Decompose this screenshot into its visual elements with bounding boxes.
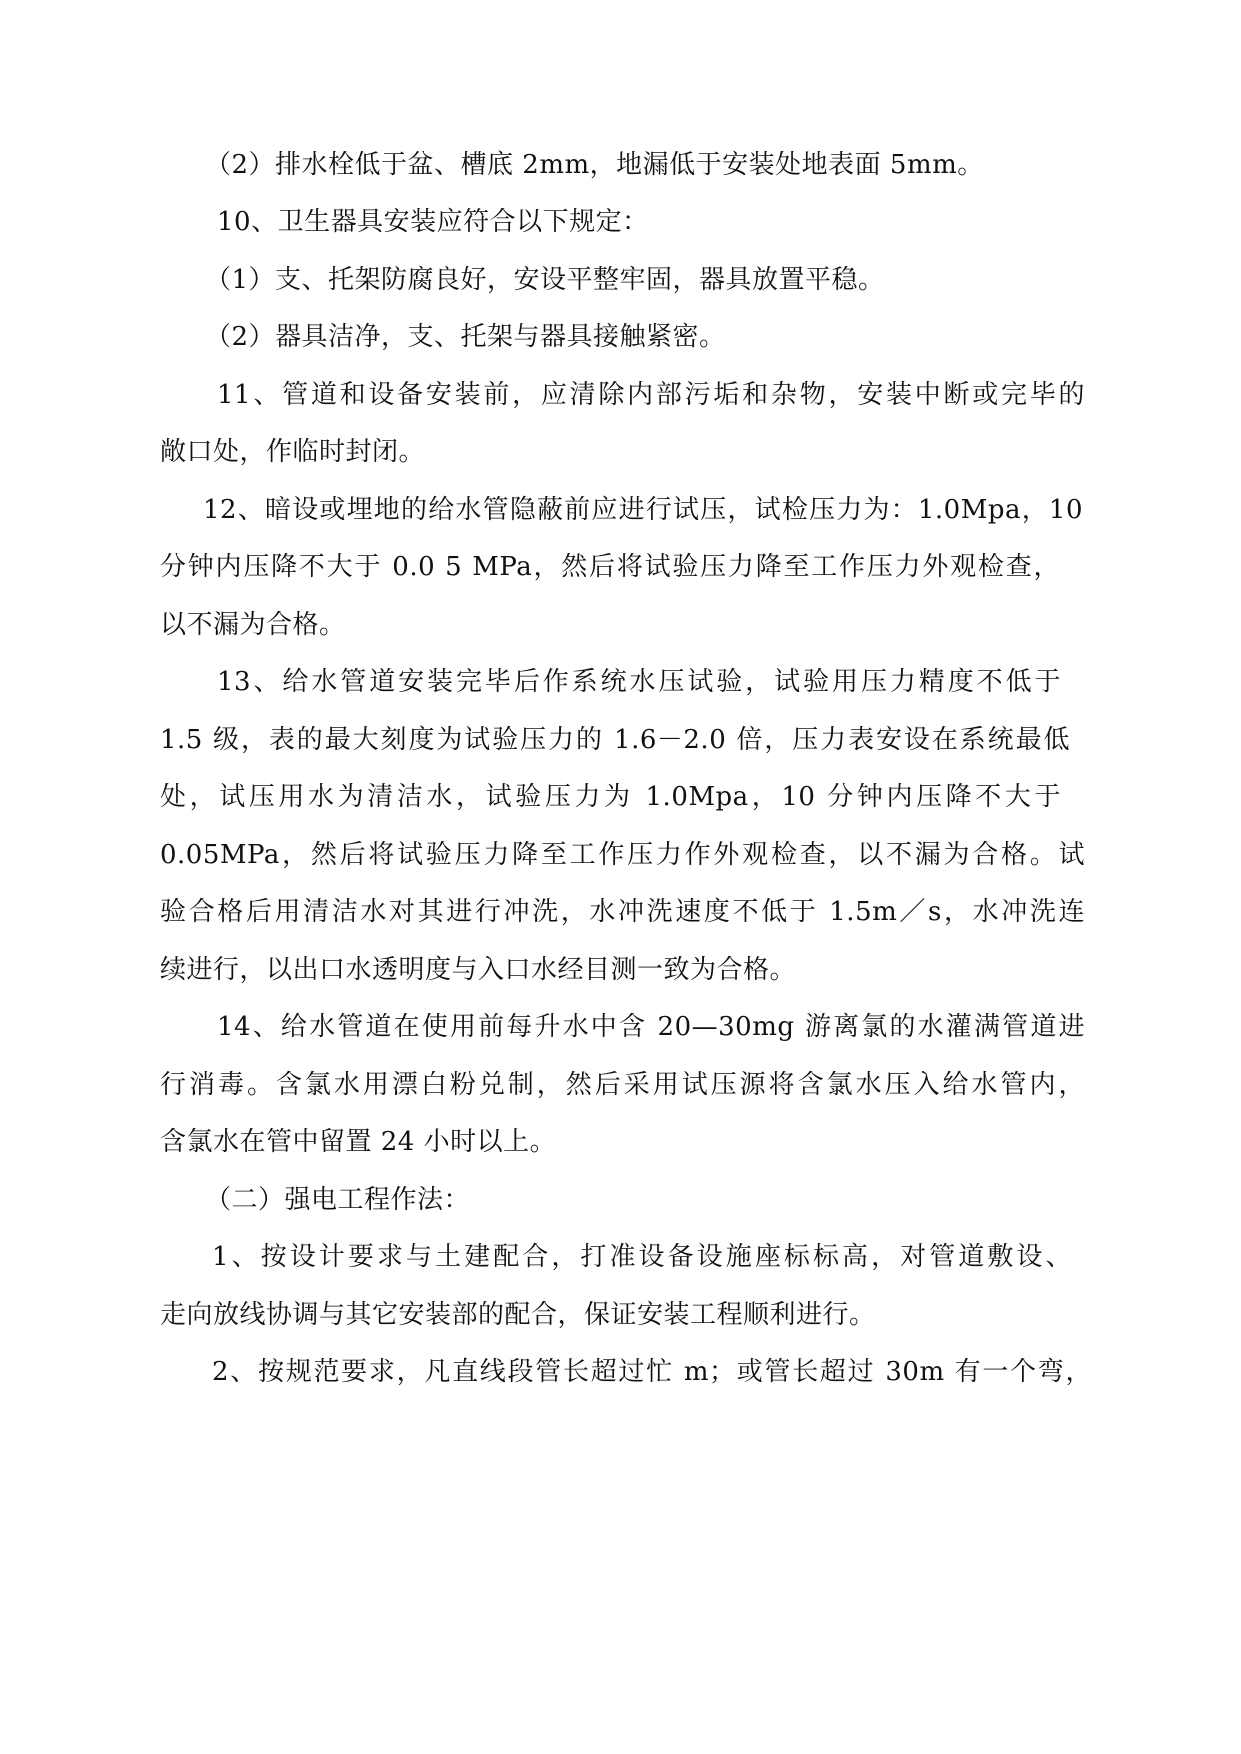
text-line-16: 14、给水管道在使用前每升水中含 20—30mg 游离氯的水灌满管道进 <box>217 1012 1085 1042</box>
text-line-2: 10、卫生器具安装应符合以下规定： <box>217 207 649 237</box>
text-line-3: （1）支、托架防腐良好，安设平整牢固，器具放置平稳。 <box>205 265 885 295</box>
text-line-19: （二）强电工程作法： <box>205 1185 471 1215</box>
text-line-9: 以不漏为合格。 <box>160 610 346 640</box>
text-line-7: 12、暗设或埋地的给水管隐蔽前应进行试压，试检压力为：1.0Mpa，10 <box>203 495 1083 525</box>
text-line-4: （2）器具洁净，支、托架与器具接触紧密。 <box>205 322 726 352</box>
text-line-13: 0.05MPa，然后将试验压力降至工作压力作外观检查，以不漏为合格。试 <box>160 840 1085 870</box>
text-line-10: 13、给水管道安装完毕后作系统水压试验，试验用压力精度不低于 <box>217 667 1061 697</box>
text-line-20: 1、按设计要求与土建配合，打准设备设施座标标高，对管道敷设、 <box>212 1242 1072 1272</box>
text-line-18: 含氯水在管中留置 24 小时以上。 <box>160 1127 557 1157</box>
text-line-22: 2、按规范要求，凡直线段管长超过忙 m；或管长超过 30m 有一个弯， <box>212 1357 1092 1387</box>
text-line-12: 处，试压用水为清洁水，试验压力为 1.0Mpa，10 分钟内压降不大于 <box>160 782 1061 812</box>
text-line-8: 分钟内压降不大于 0.0 5 MPa，然后将试验压力降至工作压力外观检查， <box>160 552 1060 582</box>
text-line-6: 敞口处，作临时封闭。 <box>160 437 426 467</box>
text-line-17: 行消毒。含氯水用漂白粉兑制，然后采用试压源将含氯水压入给水管内， <box>160 1070 1085 1100</box>
text-line-5: 11、管道和设备安装前，应清除内部污垢和杂物，安装中断或完毕的 <box>217 380 1085 410</box>
text-line-14: 验合格后用清洁水对其进行冲洗，水冲洗速度不低于 1.5m／s，水冲洗连 <box>160 897 1085 927</box>
text-line-15: 续进行，以出口水透明度与入口水经目测一致为合格。 <box>160 955 797 985</box>
text-line-11: 1.5 级，表的最大刻度为试验压力的 1.6－2.0 倍，压力表安设在系统最低 <box>160 725 1070 755</box>
text-line-21: 走向放线协调与其它安装部的配合，保证安装工程顺利进行。 <box>160 1300 876 1330</box>
text-line-1: （2）排水栓低于盆、槽底 2mm，地漏低于安装处地表面 5mm。 <box>205 150 984 180</box>
